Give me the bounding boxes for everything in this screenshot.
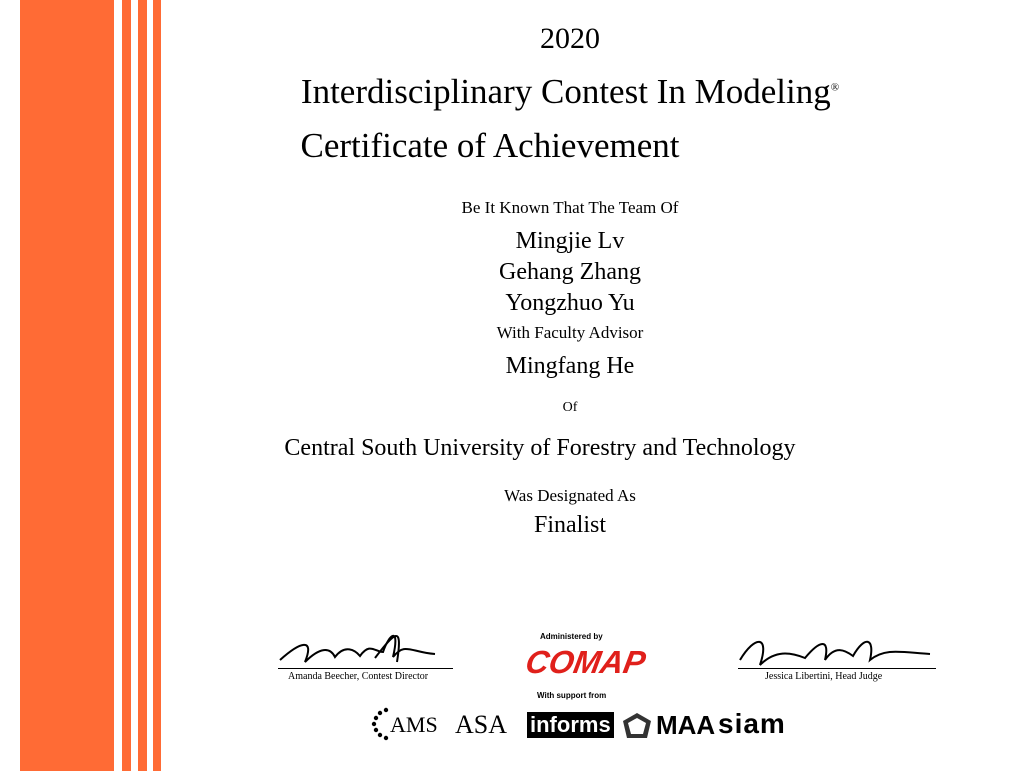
sponsor-asa: ASA [455, 710, 508, 739]
border-stripe-3 [153, 0, 161, 771]
certificate-year: 2020 [540, 22, 600, 55]
sponsor-ams: AMS [390, 712, 438, 737]
team-member: Gehang Zhang [499, 259, 641, 285]
border-stripe-2 [138, 0, 147, 771]
of-label: Of [562, 400, 578, 415]
team-member: Mingjie Lv [515, 228, 625, 254]
judge-signature [735, 630, 935, 672]
certificate-title: Certificate of Achievement [300, 126, 680, 165]
judge-caption: Jessica Libertini, Head Judge [765, 671, 883, 682]
sponsor-siam: siam [718, 708, 786, 739]
institution-name: Central South University of Forestry and Technology [284, 435, 796, 461]
registered-mark: ® [830, 81, 840, 94]
border-stripe-1 [122, 0, 131, 771]
sponsor-informs: informs [527, 712, 614, 738]
sponsor-maa: MAA [656, 710, 716, 740]
maa-icon [622, 712, 652, 740]
administered-by-label: Administered by [540, 632, 603, 641]
contest-title [160, 72, 980, 112]
team-member: Yongzhuo Yu [505, 290, 635, 316]
ams-dots-icon [370, 706, 392, 742]
advisor-name: Mingfang He [505, 353, 635, 379]
contest-title-text: Interdisciplinary Contest In Modeling [300, 72, 831, 111]
judge-signature-line [738, 668, 936, 669]
border-stripe-wide [20, 0, 114, 771]
comap-logo: COMAP [522, 644, 649, 680]
designation: Finalist [533, 512, 606, 538]
director-signature-line [278, 668, 453, 669]
support-label: With support from [537, 691, 607, 700]
designation-intro: Was Designated As [504, 486, 636, 505]
director-signature [275, 622, 445, 672]
advisor-intro: With Faculty Advisor [496, 323, 644, 342]
director-caption: Amanda Beecher, Contest Director [288, 671, 429, 682]
intro-text: Be It Known That The Team Of [461, 198, 679, 217]
